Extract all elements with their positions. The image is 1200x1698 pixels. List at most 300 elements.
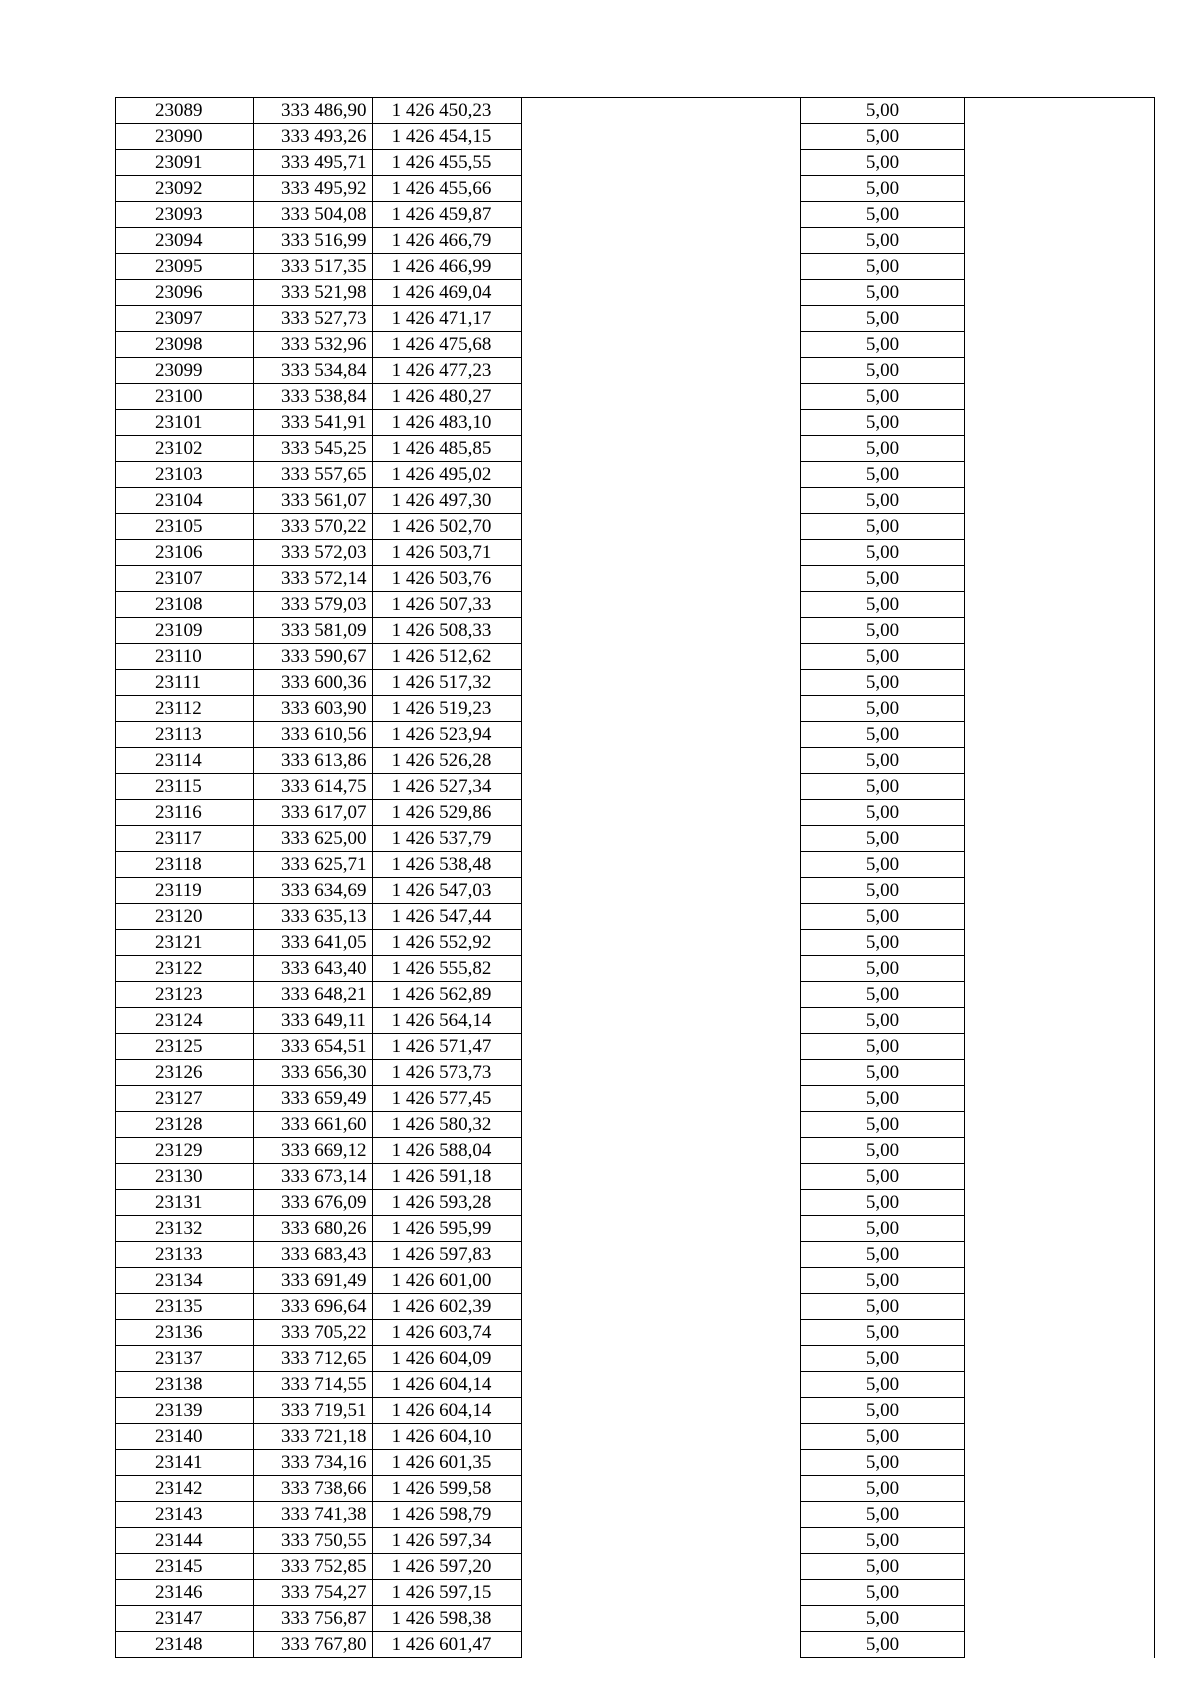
value-cell: 5,00	[801, 410, 965, 436]
table-row	[116, 540, 1155, 566]
x-coordinate-cell: 333 493,26	[254, 124, 373, 150]
y-coordinate-cell: 1 426 503,76	[372, 566, 521, 592]
empty-cell	[964, 1450, 1154, 1476]
x-coordinate-cell: 333 691,49	[254, 1268, 373, 1294]
y-coordinate-cell: 1 426 598,38	[372, 1606, 521, 1632]
point-number-cell: 23131	[116, 1190, 254, 1216]
y-coordinate-cell: 1 426 527,34	[372, 774, 521, 800]
empty-cell	[521, 98, 800, 124]
empty-cell	[964, 150, 1154, 176]
x-coordinate-cell: 333 486,90	[254, 98, 373, 124]
empty-cell	[521, 1190, 800, 1216]
point-number-cell: 23114	[116, 748, 254, 774]
empty-cell	[964, 98, 1154, 124]
y-coordinate-cell: 1 426 577,45	[372, 1086, 521, 1112]
empty-cell	[521, 1398, 800, 1424]
table-row	[116, 228, 1155, 254]
point-number-cell: 23141	[116, 1450, 254, 1476]
value-cell: 5,00	[801, 488, 965, 514]
point-number-cell: 23109	[116, 618, 254, 644]
empty-cell	[521, 774, 800, 800]
point-number-cell: 23118	[116, 852, 254, 878]
y-coordinate-cell: 1 426 588,04	[372, 1138, 521, 1164]
empty-cell	[964, 1580, 1154, 1606]
table-row	[116, 410, 1155, 436]
empty-cell	[521, 722, 800, 748]
point-number-cell: 23112	[116, 696, 254, 722]
value-cell: 5,00	[801, 722, 965, 748]
x-coordinate-cell: 333 673,14	[254, 1164, 373, 1190]
table-row	[116, 956, 1155, 982]
table-row	[116, 1112, 1155, 1138]
point-number-cell: 23143	[116, 1502, 254, 1528]
x-coordinate-cell: 333 534,84	[254, 358, 373, 384]
x-coordinate-cell: 333 634,69	[254, 878, 373, 904]
point-number-cell: 23120	[116, 904, 254, 930]
table-row	[116, 1424, 1155, 1450]
table-row	[116, 670, 1155, 696]
empty-cell	[521, 124, 800, 150]
y-coordinate-cell: 1 426 497,30	[372, 488, 521, 514]
value-cell: 5,00	[801, 436, 965, 462]
x-coordinate-cell: 333 767,80	[254, 1632, 373, 1658]
empty-cell	[964, 1294, 1154, 1320]
x-coordinate-cell: 333 643,40	[254, 956, 373, 982]
value-cell: 5,00	[801, 228, 965, 254]
y-coordinate-cell: 1 426 526,28	[372, 748, 521, 774]
x-coordinate-cell: 333 495,92	[254, 176, 373, 202]
table-row	[116, 644, 1155, 670]
point-number-cell: 23089	[116, 98, 254, 124]
value-cell: 5,00	[801, 618, 965, 644]
value-cell: 5,00	[801, 1086, 965, 1112]
empty-cell	[964, 826, 1154, 852]
empty-cell	[964, 1346, 1154, 1372]
x-coordinate-cell: 333 516,99	[254, 228, 373, 254]
x-coordinate-cell: 333 570,22	[254, 514, 373, 540]
table-row	[116, 98, 1155, 124]
y-coordinate-cell: 1 426 495,02	[372, 462, 521, 488]
y-coordinate-cell: 1 426 604,14	[372, 1372, 521, 1398]
y-coordinate-cell: 1 426 508,33	[372, 618, 521, 644]
empty-cell	[521, 488, 800, 514]
x-coordinate-cell: 333 750,55	[254, 1528, 373, 1554]
x-coordinate-cell: 333 613,86	[254, 748, 373, 774]
point-number-cell: 23107	[116, 566, 254, 592]
point-number-cell: 23148	[116, 1632, 254, 1658]
empty-cell	[964, 774, 1154, 800]
empty-cell	[964, 1476, 1154, 1502]
empty-cell	[964, 670, 1154, 696]
table-row	[116, 1294, 1155, 1320]
empty-cell	[964, 618, 1154, 644]
empty-cell	[521, 1164, 800, 1190]
point-number-cell: 23132	[116, 1216, 254, 1242]
x-coordinate-cell: 333 656,30	[254, 1060, 373, 1086]
value-cell: 5,00	[801, 1346, 965, 1372]
value-cell: 5,00	[801, 878, 965, 904]
empty-cell	[521, 202, 800, 228]
point-number-cell: 23128	[116, 1112, 254, 1138]
table-row	[116, 852, 1155, 878]
table-row	[116, 1034, 1155, 1060]
value-cell: 5,00	[801, 1476, 965, 1502]
table-row	[116, 358, 1155, 384]
value-cell: 5,00	[801, 514, 965, 540]
table-row	[116, 280, 1155, 306]
value-cell: 5,00	[801, 1372, 965, 1398]
x-coordinate-cell: 333 719,51	[254, 1398, 373, 1424]
x-coordinate-cell: 333 754,27	[254, 1580, 373, 1606]
table-row	[116, 722, 1155, 748]
empty-cell	[964, 722, 1154, 748]
empty-cell	[964, 1372, 1154, 1398]
point-number-cell: 23126	[116, 1060, 254, 1086]
empty-cell	[964, 1190, 1154, 1216]
y-coordinate-cell: 1 426 503,71	[372, 540, 521, 566]
empty-cell	[521, 696, 800, 722]
x-coordinate-cell: 333 581,09	[254, 618, 373, 644]
empty-cell	[964, 1398, 1154, 1424]
x-coordinate-cell: 333 617,07	[254, 800, 373, 826]
table-row	[116, 1632, 1155, 1658]
empty-cell	[521, 670, 800, 696]
coordinates-table	[115, 97, 1155, 1658]
empty-cell	[521, 1580, 800, 1606]
empty-cell	[521, 982, 800, 1008]
point-number-cell: 23142	[116, 1476, 254, 1502]
value-cell: 5,00	[801, 1320, 965, 1346]
empty-cell	[964, 332, 1154, 358]
point-number-cell: 23100	[116, 384, 254, 410]
x-coordinate-cell: 333 734,16	[254, 1450, 373, 1476]
y-coordinate-cell: 1 426 483,10	[372, 410, 521, 436]
y-coordinate-cell: 1 426 598,79	[372, 1502, 521, 1528]
empty-cell	[964, 202, 1154, 228]
empty-cell	[521, 800, 800, 826]
table-row	[116, 878, 1155, 904]
empty-cell	[964, 956, 1154, 982]
empty-cell	[964, 1086, 1154, 1112]
value-cell: 5,00	[801, 1216, 965, 1242]
x-coordinate-cell: 333 635,13	[254, 904, 373, 930]
empty-cell	[521, 1450, 800, 1476]
value-cell: 5,00	[801, 332, 965, 358]
table-row	[116, 1242, 1155, 1268]
empty-cell	[521, 644, 800, 670]
y-coordinate-cell: 1 426 573,73	[372, 1060, 521, 1086]
value-cell: 5,00	[801, 202, 965, 228]
point-number-cell: 23129	[116, 1138, 254, 1164]
value-cell: 5,00	[801, 1112, 965, 1138]
x-coordinate-cell: 333 561,07	[254, 488, 373, 514]
y-coordinate-cell: 1 426 471,17	[372, 306, 521, 332]
point-number-cell: 23140	[116, 1424, 254, 1450]
y-coordinate-cell: 1 426 603,74	[372, 1320, 521, 1346]
table-row	[116, 826, 1155, 852]
empty-cell	[521, 462, 800, 488]
point-number-cell: 23125	[116, 1034, 254, 1060]
point-number-cell: 23138	[116, 1372, 254, 1398]
value-cell: 5,00	[801, 592, 965, 618]
point-number-cell: 23090	[116, 124, 254, 150]
y-coordinate-cell: 1 426 529,86	[372, 800, 521, 826]
empty-cell	[521, 436, 800, 462]
table-row	[116, 306, 1155, 332]
x-coordinate-cell: 333 714,55	[254, 1372, 373, 1398]
value-cell: 5,00	[801, 306, 965, 332]
empty-cell	[964, 1008, 1154, 1034]
empty-cell	[521, 1268, 800, 1294]
value-cell: 5,00	[801, 1034, 965, 1060]
value-cell: 5,00	[801, 1450, 965, 1476]
x-coordinate-cell: 333 661,60	[254, 1112, 373, 1138]
y-coordinate-cell: 1 426 547,44	[372, 904, 521, 930]
empty-cell	[964, 852, 1154, 878]
point-number-cell: 23103	[116, 462, 254, 488]
empty-cell	[964, 1320, 1154, 1346]
empty-cell	[964, 982, 1154, 1008]
table-row	[116, 202, 1155, 228]
empty-cell	[521, 514, 800, 540]
x-coordinate-cell: 333 676,09	[254, 1190, 373, 1216]
empty-cell	[521, 1632, 800, 1658]
value-cell: 5,00	[801, 1424, 965, 1450]
point-number-cell: 23122	[116, 956, 254, 982]
x-coordinate-cell: 333 712,65	[254, 1346, 373, 1372]
y-coordinate-cell: 1 426 597,20	[372, 1554, 521, 1580]
x-coordinate-cell: 333 572,14	[254, 566, 373, 592]
point-number-cell: 23139	[116, 1398, 254, 1424]
table-row	[116, 1164, 1155, 1190]
table-row	[116, 982, 1155, 1008]
value-cell: 5,00	[801, 462, 965, 488]
y-coordinate-cell: 1 426 564,14	[372, 1008, 521, 1034]
table-row	[116, 1554, 1155, 1580]
x-coordinate-cell: 333 683,43	[254, 1242, 373, 1268]
value-cell: 5,00	[801, 696, 965, 722]
y-coordinate-cell: 1 426 538,48	[372, 852, 521, 878]
empty-cell	[521, 1346, 800, 1372]
y-coordinate-cell: 1 426 480,27	[372, 384, 521, 410]
x-coordinate-cell: 333 721,18	[254, 1424, 373, 1450]
point-number-cell: 23113	[116, 722, 254, 748]
empty-cell	[964, 124, 1154, 150]
table-row	[116, 1372, 1155, 1398]
y-coordinate-cell: 1 426 466,79	[372, 228, 521, 254]
point-number-cell: 23099	[116, 358, 254, 384]
table-row	[116, 150, 1155, 176]
table-row	[116, 696, 1155, 722]
y-coordinate-cell: 1 426 469,04	[372, 280, 521, 306]
table-row	[116, 1008, 1155, 1034]
empty-cell	[964, 436, 1154, 462]
y-coordinate-cell: 1 426 455,55	[372, 150, 521, 176]
value-cell: 5,00	[801, 1580, 965, 1606]
y-coordinate-cell: 1 426 466,99	[372, 254, 521, 280]
value-cell: 5,00	[801, 1398, 965, 1424]
empty-cell	[521, 1294, 800, 1320]
table-row	[116, 462, 1155, 488]
empty-cell	[964, 1242, 1154, 1268]
value-cell: 5,00	[801, 774, 965, 800]
table-row	[116, 1606, 1155, 1632]
table-row	[116, 254, 1155, 280]
empty-cell	[521, 592, 800, 618]
empty-cell	[521, 956, 800, 982]
value-cell: 5,00	[801, 826, 965, 852]
empty-cell	[964, 410, 1154, 436]
table-row	[116, 1086, 1155, 1112]
empty-cell	[521, 254, 800, 280]
y-coordinate-cell: 1 426 597,15	[372, 1580, 521, 1606]
point-number-cell: 23094	[116, 228, 254, 254]
empty-cell	[964, 176, 1154, 202]
table-row	[116, 1580, 1155, 1606]
empty-cell	[521, 1034, 800, 1060]
empty-cell	[521, 1008, 800, 1034]
y-coordinate-cell: 1 426 455,66	[372, 176, 521, 202]
point-number-cell: 23117	[116, 826, 254, 852]
value-cell: 5,00	[801, 1632, 965, 1658]
empty-cell	[964, 1034, 1154, 1060]
y-coordinate-cell: 1 426 485,85	[372, 436, 521, 462]
table-row	[116, 1528, 1155, 1554]
empty-cell	[964, 1632, 1154, 1658]
y-coordinate-cell: 1 426 454,15	[372, 124, 521, 150]
value-cell: 5,00	[801, 982, 965, 1008]
y-coordinate-cell: 1 426 555,82	[372, 956, 521, 982]
table-row	[116, 1268, 1155, 1294]
empty-cell	[964, 592, 1154, 618]
point-number-cell: 23119	[116, 878, 254, 904]
x-coordinate-cell: 333 625,00	[254, 826, 373, 852]
point-number-cell: 23144	[116, 1528, 254, 1554]
empty-cell	[964, 1424, 1154, 1450]
empty-cell	[521, 1606, 800, 1632]
value-cell: 5,00	[801, 176, 965, 202]
empty-cell	[964, 930, 1154, 956]
point-number-cell: 23137	[116, 1346, 254, 1372]
table-row	[116, 748, 1155, 774]
empty-cell	[521, 1528, 800, 1554]
x-coordinate-cell: 333 756,87	[254, 1606, 373, 1632]
y-coordinate-cell: 1 426 604,09	[372, 1346, 521, 1372]
x-coordinate-cell: 333 517,35	[254, 254, 373, 280]
value-cell: 5,00	[801, 1190, 965, 1216]
value-cell: 5,00	[801, 98, 965, 124]
x-coordinate-cell: 333 659,49	[254, 1086, 373, 1112]
x-coordinate-cell: 333 532,96	[254, 332, 373, 358]
value-cell: 5,00	[801, 150, 965, 176]
y-coordinate-cell: 1 426 517,32	[372, 670, 521, 696]
x-coordinate-cell: 333 572,03	[254, 540, 373, 566]
x-coordinate-cell: 333 579,03	[254, 592, 373, 618]
value-cell: 5,00	[801, 644, 965, 670]
empty-cell	[521, 150, 800, 176]
empty-cell	[521, 1476, 800, 1502]
empty-cell	[521, 1372, 800, 1398]
y-coordinate-cell: 1 426 601,35	[372, 1450, 521, 1476]
empty-cell	[964, 228, 1154, 254]
value-cell: 5,00	[801, 1138, 965, 1164]
x-coordinate-cell: 333 610,56	[254, 722, 373, 748]
y-coordinate-cell: 1 426 599,58	[372, 1476, 521, 1502]
value-cell: 5,00	[801, 748, 965, 774]
x-coordinate-cell: 333 495,71	[254, 150, 373, 176]
point-number-cell: 23101	[116, 410, 254, 436]
y-coordinate-cell: 1 426 597,83	[372, 1242, 521, 1268]
x-coordinate-cell: 333 696,64	[254, 1294, 373, 1320]
empty-cell	[964, 1060, 1154, 1086]
x-coordinate-cell: 333 600,36	[254, 670, 373, 696]
empty-cell	[521, 280, 800, 306]
table-row	[116, 1398, 1155, 1424]
value-cell: 5,00	[801, 1606, 965, 1632]
y-coordinate-cell: 1 426 477,23	[372, 358, 521, 384]
y-coordinate-cell: 1 426 591,18	[372, 1164, 521, 1190]
value-cell: 5,00	[801, 1502, 965, 1528]
y-coordinate-cell: 1 426 604,14	[372, 1398, 521, 1424]
empty-cell	[521, 852, 800, 878]
y-coordinate-cell: 1 426 450,23	[372, 98, 521, 124]
empty-cell	[521, 748, 800, 774]
empty-cell	[521, 540, 800, 566]
point-number-cell: 23145	[116, 1554, 254, 1580]
x-coordinate-cell: 333 654,51	[254, 1034, 373, 1060]
point-number-cell: 23106	[116, 540, 254, 566]
value-cell: 5,00	[801, 124, 965, 150]
empty-cell	[964, 306, 1154, 332]
y-coordinate-cell: 1 426 601,47	[372, 1632, 521, 1658]
empty-cell	[521, 306, 800, 332]
table-row	[116, 488, 1155, 514]
x-coordinate-cell: 333 541,91	[254, 410, 373, 436]
point-number-cell: 23092	[116, 176, 254, 202]
empty-cell	[964, 384, 1154, 410]
empty-cell	[521, 1320, 800, 1346]
value-cell: 5,00	[801, 1294, 965, 1320]
table-row	[116, 592, 1155, 618]
empty-cell	[521, 904, 800, 930]
y-coordinate-cell: 1 426 502,70	[372, 514, 521, 540]
table-row	[116, 566, 1155, 592]
empty-cell	[521, 878, 800, 904]
empty-cell	[964, 644, 1154, 670]
value-cell: 5,00	[801, 1554, 965, 1580]
y-coordinate-cell: 1 426 552,92	[372, 930, 521, 956]
empty-cell	[521, 1242, 800, 1268]
empty-cell	[964, 1112, 1154, 1138]
point-number-cell: 23147	[116, 1606, 254, 1632]
x-coordinate-cell: 333 752,85	[254, 1554, 373, 1580]
table-row	[116, 1346, 1155, 1372]
table-row	[116, 436, 1155, 462]
x-coordinate-cell: 333 521,98	[254, 280, 373, 306]
empty-cell	[964, 514, 1154, 540]
y-coordinate-cell: 1 426 593,28	[372, 1190, 521, 1216]
empty-cell	[964, 254, 1154, 280]
empty-cell	[521, 1086, 800, 1112]
empty-cell	[964, 1502, 1154, 1528]
y-coordinate-cell: 1 426 562,89	[372, 982, 521, 1008]
empty-cell	[521, 618, 800, 644]
point-number-cell: 23123	[116, 982, 254, 1008]
point-number-cell: 23136	[116, 1320, 254, 1346]
empty-cell	[964, 488, 1154, 514]
value-cell: 5,00	[801, 254, 965, 280]
table-row	[116, 1502, 1155, 1528]
